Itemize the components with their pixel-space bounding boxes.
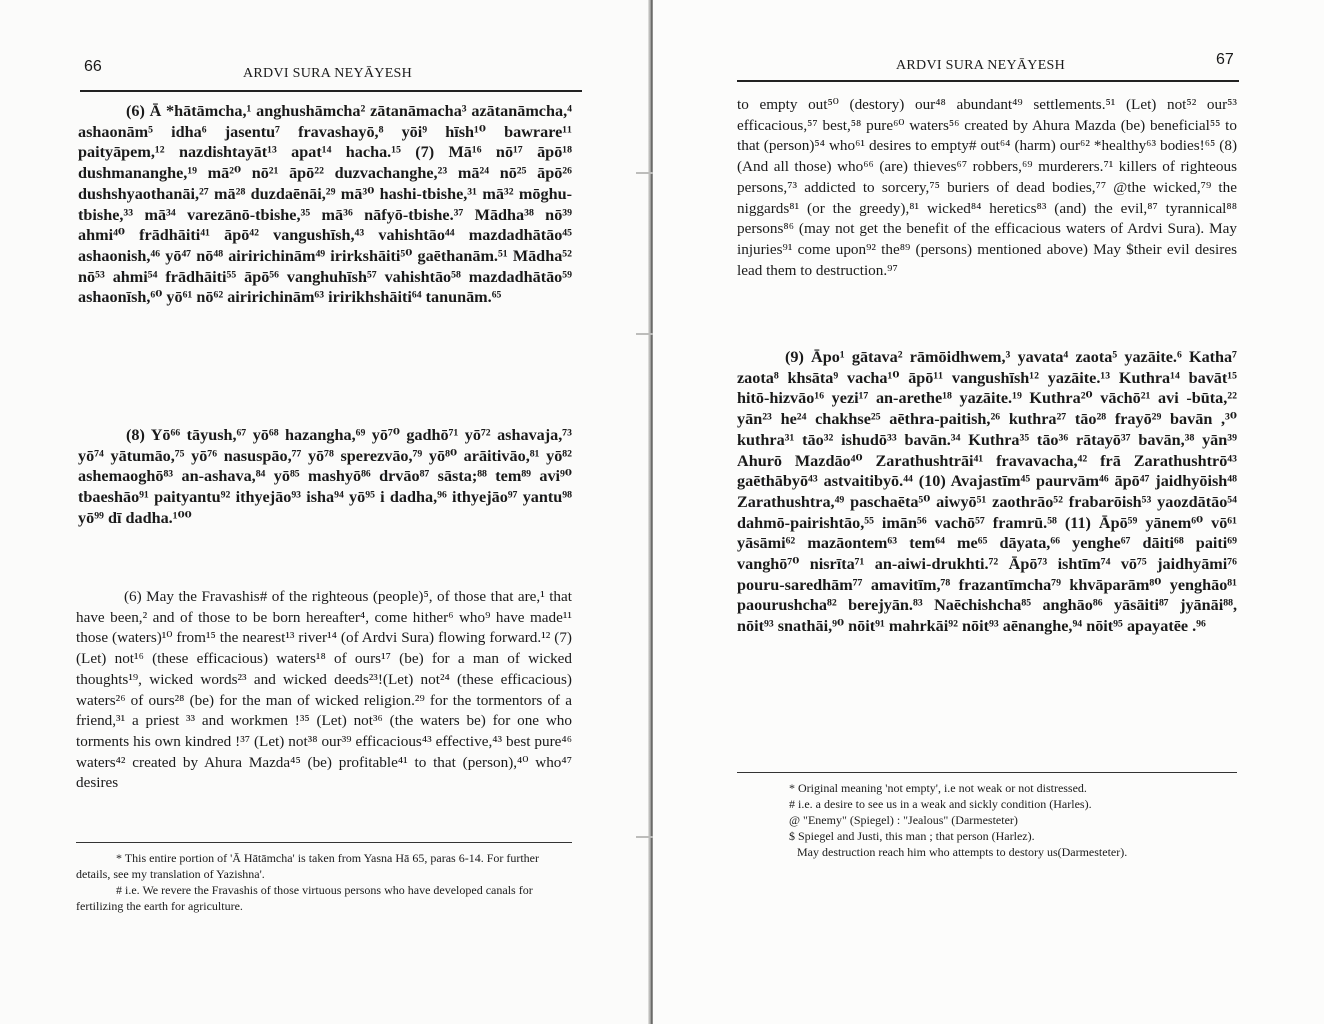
footnote: # i.e. a desire to see us in a weak and sickly condition (Harles). bbox=[789, 797, 1092, 811]
footnotes bbox=[789, 780, 1239, 860]
footnote: $ Spiegel and Justi, this man ; that person (Harlez). bbox=[789, 829, 1035, 843]
header-rule bbox=[737, 80, 1239, 82]
footnote: * Original meaning 'not empty', i.e not weak or not distressed. bbox=[789, 781, 1087, 795]
footnote-rule bbox=[737, 772, 1237, 773]
avestan-paragraph-9-11: (9) Āpo¹ gātava² rāmōidhwem,³ yavata⁴ zaota⁵ yazāite.⁶ Katha⁷ zaota⁸ khsāta⁹ vacha¹⁰ āpō¹¹ vangushīsh¹² yazāite.¹³ Kuthra¹⁴ bavāt¹⁵ hitō-hizvāo¹⁶ yezi¹⁷ an-arethe¹⁸ yazāite.¹⁹ Kuthra²⁰ vāchō²¹ avi -būta,²² yān²³ he²⁴ chakhse²⁵ aēthra-paitish,²⁶ kuthra²⁷ tāo²⁸ frayō²⁹ bavān ,³⁰ kuthra³¹ tāo³² ishudō³³ bavān.³⁴ Kuthra³⁵ tāo³⁶ rātayō³⁷ bavān,³⁸ yān³⁹ Ahurō Mazdāo⁴⁰ Zarathushtrāi⁴¹ fravavacha,⁴² frā Zarathushtrō⁴³ gaēthābyō⁴³ astvaitibyō.⁴⁴ (10) Avajastīm⁴⁵ paurvām⁴⁶ āpō⁴⁷ jaidhyōish⁴⁸ Zarathushtra,⁴⁹ paschaēta⁵⁰ aiwyō⁵¹ zaothrāo⁵² frabarōish⁵³ yaozdātāo⁵⁴ dahmō-pairishtāo,⁵⁵ imān⁵⁶ vachō⁵⁷ framrū.⁵⁸ (11) Āpō⁵⁹ yānem⁶⁰ vō⁶¹ yāsāmi⁶² mazāontem⁶³ tem⁶⁴ me⁶⁵ dāyata,⁶⁶ yenghe⁶⁷ dāiti⁶⁸ paiti⁶⁹ vanghō⁷⁰ nisrīta⁷¹ an-aiwi-drukhti.⁷² Āpō⁷³ ishtīm⁷⁴ vō⁷⁵ jaidhyāmi⁷⁶ pouru-saredhām⁷⁷ amavitīm,⁷⁸ frazantīmcha⁷⁹ khvāparām⁸⁰ yenghāo⁸¹ paourushcha⁸² berejyān.⁸³ Naēchishcha⁸⁵ anghāo⁸⁶ yāsāiti⁸⁷ jyānāi⁸⁸, nōit⁹³ snathāi,⁹⁰ nōit⁹¹ mahrkāi⁹² nōit⁹³ aēnanghe,⁹⁴ nōit⁹⁵ apayatēe .⁹⁶ bbox=[737, 348, 1237, 636]
footnote: * This entire portion of 'Ā Hātāmcha' is taken from Yasna Hā 65, paras 6-14. For further details, see my translation of Yazishna'. bbox=[76, 851, 540, 881]
header-rule bbox=[80, 90, 582, 92]
avestan-paragraph-8: (8) Yō⁶⁶ tāyush,⁶⁷ yō⁶⁸ hazangha,⁶⁹ yō⁷⁰ gadhō⁷¹ yō⁷² ashavaja,⁷³ yō⁷⁴ yātumāo,⁷⁵ yō⁷⁶ nasuspāo,⁷⁷ yō⁷⁸ sperezvāo,⁷⁹ yō⁸⁰ arāitivāo,⁸¹ yō⁸² ashemaoghō⁸³ an-ashava,⁸⁴ yō⁸⁵ mashyō⁸⁶ drvāo⁸⁷ sāsta;⁸⁸ tem⁸⁹ avi⁹⁰ tbaeshāo⁹¹ paityantu⁹² ithyejāo⁹³ isha⁹⁴ yō⁹⁵ i dadha,⁹⁶ ithyejāo⁹⁷ yantu⁹⁸ yō⁹⁹ dī dadha.¹⁰⁰ bbox=[78, 426, 572, 527]
translation-continued: to empty out⁵⁰ (destory) our⁴⁸ abundant⁴⁹ settlements.⁵¹ (Let) not⁵² our⁵³ efficacious,⁵⁷ best,⁵⁸ pure⁶⁰ waters⁵⁶ created by Ahura Mazda (be) beneficial⁵⁵ to that (person)⁵⁴ who⁶¹ desires to empty# out⁶⁴ (harm) our⁶² *healthy⁶³ bodies!⁶⁵ (8) (And all those) who⁶⁶ (are) thieves⁶⁷ robbers,⁶⁹ murderers.⁷¹ killers of righteous persons,⁷³ addicted to sorcery,⁷⁵ buriers of dead bodies,⁷⁷ @the wicked,⁷⁹ the niggards⁸¹ (or the greedy),⁸¹ wicked⁸⁴ heretics⁸³ (and) the evil,⁸⁷ tyrannical⁸⁸ persons⁸⁶ (may not get the benefit of the efficacious waters of Ardvi Sura). May injuries⁹¹ come upon⁹² the⁸⁹ (persons) mentioned above) May $their evil desires lead them to destruction.⁹⁷ bbox=[737, 96, 1237, 279]
footnote: @ "Enemy" (Spiegel) : "Jealous" (Darmesteter) bbox=[789, 813, 1018, 827]
page-number: 66 bbox=[84, 58, 102, 75]
running-head: ARDVI SURA NEYĀYESH bbox=[896, 58, 1066, 73]
avestan-paragraph-6-7: (6) Ā *hātāmcha,¹ anghushāmcha² zātanāmacha³ azātanāmcha,⁴ ashaonām⁵ idha⁶ jasentu⁷ fravashayō,⁸ yōi⁹ hīsh¹⁰ bawrare¹¹ paityāpem,¹² nazdishtayāt¹³ apat¹⁴ hacha.¹⁵ (7) Mā¹⁶ nō¹⁷ āpō¹⁸ dushmananghe,¹⁹ mā²⁰ nō²¹ āpō²² duzvachanghe,²³ mā²⁴ nō²⁵ āpō²⁶ dushshyaothanāi,²⁷ mā²⁸ duzdaēnāi,²⁹ mā³⁰ hashi-tbishe,³¹ mā³² mōghu-tbishe,³³ mā³⁴ varezānō-tbishe,³⁵ mā³⁶ nāfyō-tbishe.³⁷ Mādha³⁸ nō³⁹ ahmi⁴⁰ frādhāiti⁴¹ āpō⁴² vangushīsh,⁴³ vahishtāo⁴⁴ mazdadhātāo⁴⁵ ashaonish,⁴⁶ yō⁴⁷ nō⁴⁸ airirichinām⁴⁹ irirkshāiti⁵⁰ gaēthanām.⁵¹ Mādha⁵² nō⁵³ ahmi⁵⁴ frādhāiti⁵⁵ āpō⁵⁶ vanghuhīsh⁵⁷ vahishtāo⁵⁸ mazdadhātāo⁵⁹ ashaonīsh,⁶⁰ yō⁶¹ nō⁶² airirichinām⁶³ iririkhshāiti⁶⁴ tanunām.⁶⁵ bbox=[78, 102, 572, 307]
left-page bbox=[0, 0, 650, 1024]
footnote-rule bbox=[76, 842, 572, 843]
right-page bbox=[653, 0, 1324, 1024]
footnote: # i.e. We revere the Fravashis of those virtuous persons who have developed canals for fertilizing the earth for agriculture. bbox=[76, 883, 533, 913]
page-number: 67 bbox=[1216, 51, 1234, 68]
translation-paragraph: (6) May the Fravashis# of the righteous (people)⁵, of those that are,¹ that have been,² and of those to be born hereafter⁴, come hither⁶ who⁹ have made¹¹ those (waters)¹⁰ from¹⁵ the nearest¹³ river¹⁴ (of Ardvi Sura) flowing forward.¹² (7) (Let) not¹⁶ (these efficacious) waters¹⁸ of ours¹⁷ (be) for a man of wicked thoughts¹⁹, wicked words²³ and wicked deeds²³!(Let) not²⁴ (these efficacious) waters²⁶ of ours²⁸ (be) for the man of wicked religion.²⁹ for the tormentors of a friend,³¹ a priest ³³ and workmen !³⁵ (Let) not³⁶ (the waters be) for one who torments his own kindred !³⁷ (Let) not³⁸ our³⁹ efficacious⁴³ effective,⁴³ best pure⁴⁶ waters⁴² created by Ahura Mazda⁴⁵ (be) profitable⁴¹ to that (person),⁴⁰ who⁴⁷ desires bbox=[76, 588, 572, 792]
running-head: ARDVI SURA NEYĀYESH bbox=[243, 66, 413, 81]
footnotes bbox=[76, 850, 572, 914]
footnote: May destruction reach him who attempts to destory us(Darmesteter). bbox=[797, 845, 1128, 859]
